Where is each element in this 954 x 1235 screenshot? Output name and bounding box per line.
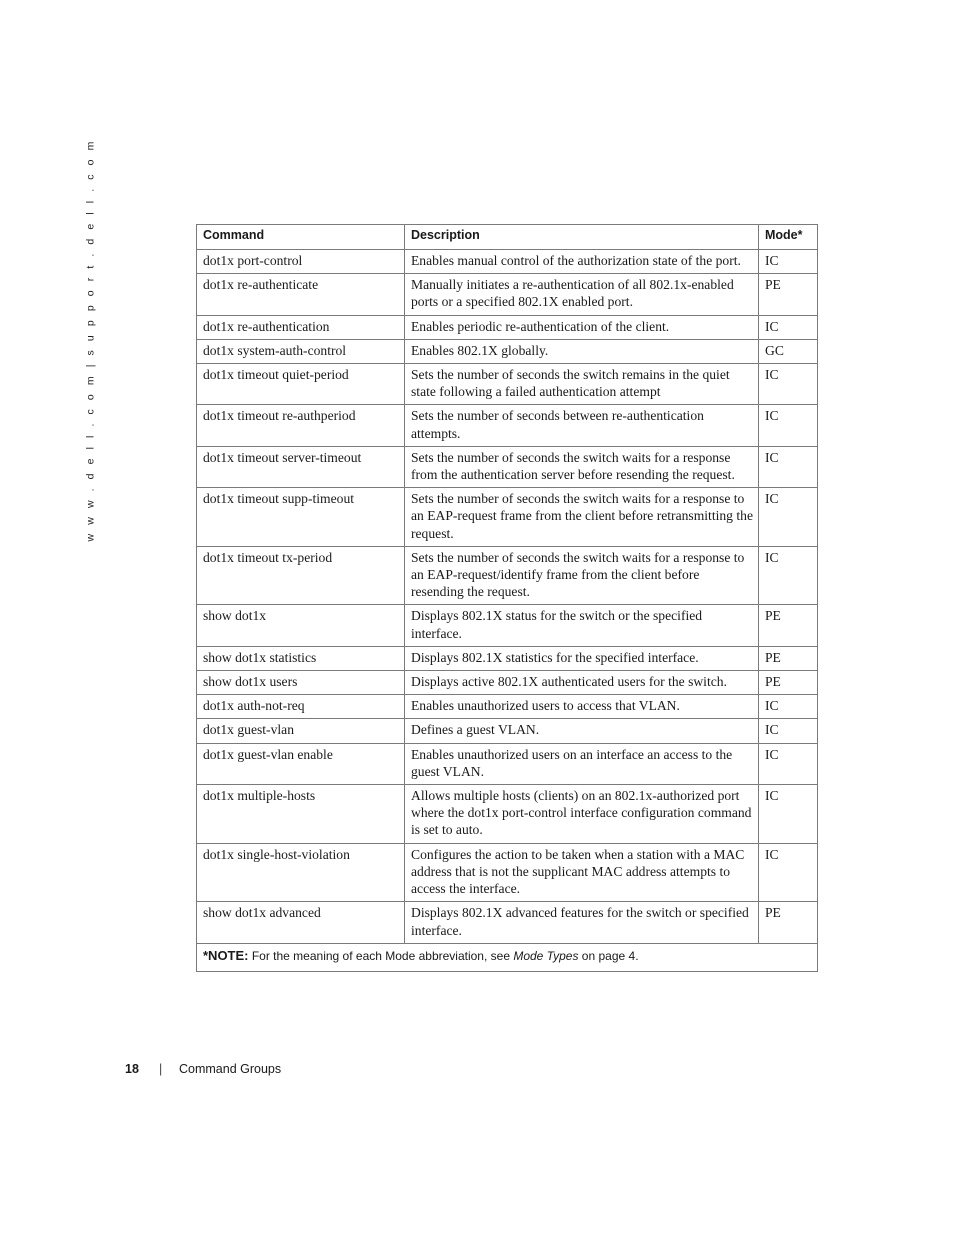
cell-mode: GC — [759, 339, 818, 363]
table-row — [197, 364, 818, 405]
cell-command: show dot1x users — [197, 671, 405, 695]
table-row — [197, 250, 818, 274]
cell-command: dot1x guest-vlan — [197, 719, 405, 743]
table-row — [197, 695, 818, 719]
table-row — [197, 646, 818, 670]
note-row — [197, 943, 818, 971]
cell-description: Manually initiates a re-authentication of all 802.1x-enabled ports or a specified 802.1X enabled port. — [405, 274, 759, 315]
side-url-text: w w w . d e l l . c o m | s u p p o r t . d e l l . c o m — [84, 138, 97, 542]
cell-description: Sets the number of seconds the switch waits for a response from the authentication server before resending the request. — [405, 446, 759, 487]
table-row — [197, 785, 818, 844]
cell-mode: IC — [759, 695, 818, 719]
table-row — [197, 488, 818, 547]
footer-divider: | — [159, 1062, 163, 1076]
cell-mode: PE — [759, 646, 818, 670]
command-table — [196, 224, 818, 972]
cell-description: Enables 802.1X globally. — [405, 339, 759, 363]
cell-command: dot1x timeout tx-period — [197, 546, 405, 605]
page-number: 18 — [125, 1062, 139, 1076]
cell-mode: IC — [759, 785, 818, 844]
cell-command: show dot1x statistics — [197, 646, 405, 670]
table-row — [197, 446, 818, 487]
cell-mode: IC — [759, 250, 818, 274]
table-header-row — [197, 225, 818, 250]
cell-mode: IC — [759, 743, 818, 784]
cell-command: show dot1x advanced — [197, 902, 405, 943]
cell-mode: PE — [759, 274, 818, 315]
cell-mode: PE — [759, 605, 818, 646]
header-description: Description — [405, 225, 759, 250]
table-row — [197, 743, 818, 784]
cell-mode: PE — [759, 902, 818, 943]
cell-mode: IC — [759, 719, 818, 743]
cell-description: Displays active 802.1X authenticated users for the switch. — [405, 671, 759, 695]
cell-command: dot1x port-control — [197, 250, 405, 274]
cell-description: Sets the number of seconds between re-authentication attempts. — [405, 405, 759, 446]
table-row — [197, 339, 818, 363]
header-command: Command — [197, 225, 405, 250]
cell-command: dot1x multiple-hosts — [197, 785, 405, 844]
cell-command: dot1x timeout supp-timeout — [197, 488, 405, 547]
table-row — [197, 274, 818, 315]
cell-command: dot1x re-authenticate — [197, 274, 405, 315]
table-row — [197, 671, 818, 695]
table-row — [197, 719, 818, 743]
header-mode: Mode* — [759, 225, 818, 250]
cell-mode: IC — [759, 446, 818, 487]
cell-command: dot1x re-authentication — [197, 315, 405, 339]
cell-command: dot1x system-auth-control — [197, 339, 405, 363]
table-row — [197, 843, 818, 902]
table-row — [197, 315, 818, 339]
cell-description: Allows multiple hosts (clients) on an 802.1x-authorized port where the dot1x port-control interface configuration command is set to auto. — [405, 785, 759, 844]
table-row — [197, 902, 818, 943]
cell-mode: IC — [759, 546, 818, 605]
cell-mode: IC — [759, 364, 818, 405]
cell-description: Enables manual control of the authorization state of the port. — [405, 250, 759, 274]
note-text-after: on page 4. — [578, 948, 639, 963]
cell-description: Defines a guest VLAN. — [405, 719, 759, 743]
cell-command: dot1x timeout re-authperiod — [197, 405, 405, 446]
cell-mode: IC — [759, 315, 818, 339]
table-row — [197, 546, 818, 605]
cell-description: Displays 802.1X statistics for the specified interface. — [405, 646, 759, 670]
cell-description: Configures the action to be taken when a station with a MAC address that is not the supplicant MAC address attempts to access the interface. — [405, 843, 759, 902]
cell-command: show dot1x — [197, 605, 405, 646]
side-url-text-container — [84, 138, 97, 542]
cell-description: Sets the number of seconds the switch remains in the quiet state following a failed authentication attempt — [405, 364, 759, 405]
table-row — [197, 405, 818, 446]
cell-description: Enables unauthorized users on an interface an access to the guest VLAN. — [405, 743, 759, 784]
cell-mode: IC — [759, 843, 818, 902]
cell-description: Displays 802.1X advanced features for the switch or specified interface. — [405, 902, 759, 943]
cell-command: dot1x auth-not-req — [197, 695, 405, 719]
footer-section-title: Command Groups — [179, 1062, 282, 1076]
cell-command: dot1x single-host-violation — [197, 843, 405, 902]
cell-description: Enables unauthorized users to access that VLAN. — [405, 695, 759, 719]
cell-command: dot1x timeout quiet-period — [197, 364, 405, 405]
cell-description: Displays 802.1X status for the switch or the specified interface. — [405, 605, 759, 646]
cell-command: dot1x timeout server-timeout — [197, 446, 405, 487]
table-body — [197, 250, 818, 944]
cell-mode: PE — [759, 671, 818, 695]
note-cell — [197, 943, 818, 971]
note-reference-mode-types: Mode Types — [513, 948, 579, 963]
cell-description: Sets the number of seconds the switch waits for a response to an EAP-request frame from the client before retransmitting the request. — [405, 488, 759, 547]
cell-description: Sets the number of seconds the switch waits for a response to an EAP-request/identify frame from the client before resending the request. — [405, 546, 759, 605]
note-label: *NOTE: — [203, 947, 249, 963]
note-text-before: For the meaning of each Mode abbreviation, see — [248, 948, 514, 963]
table-row — [197, 605, 818, 646]
cell-mode: IC — [759, 405, 818, 446]
cell-description: Enables periodic re-authentication of the client. — [405, 315, 759, 339]
cell-mode: IC — [759, 488, 818, 547]
cell-command: dot1x guest-vlan enable — [197, 743, 405, 784]
